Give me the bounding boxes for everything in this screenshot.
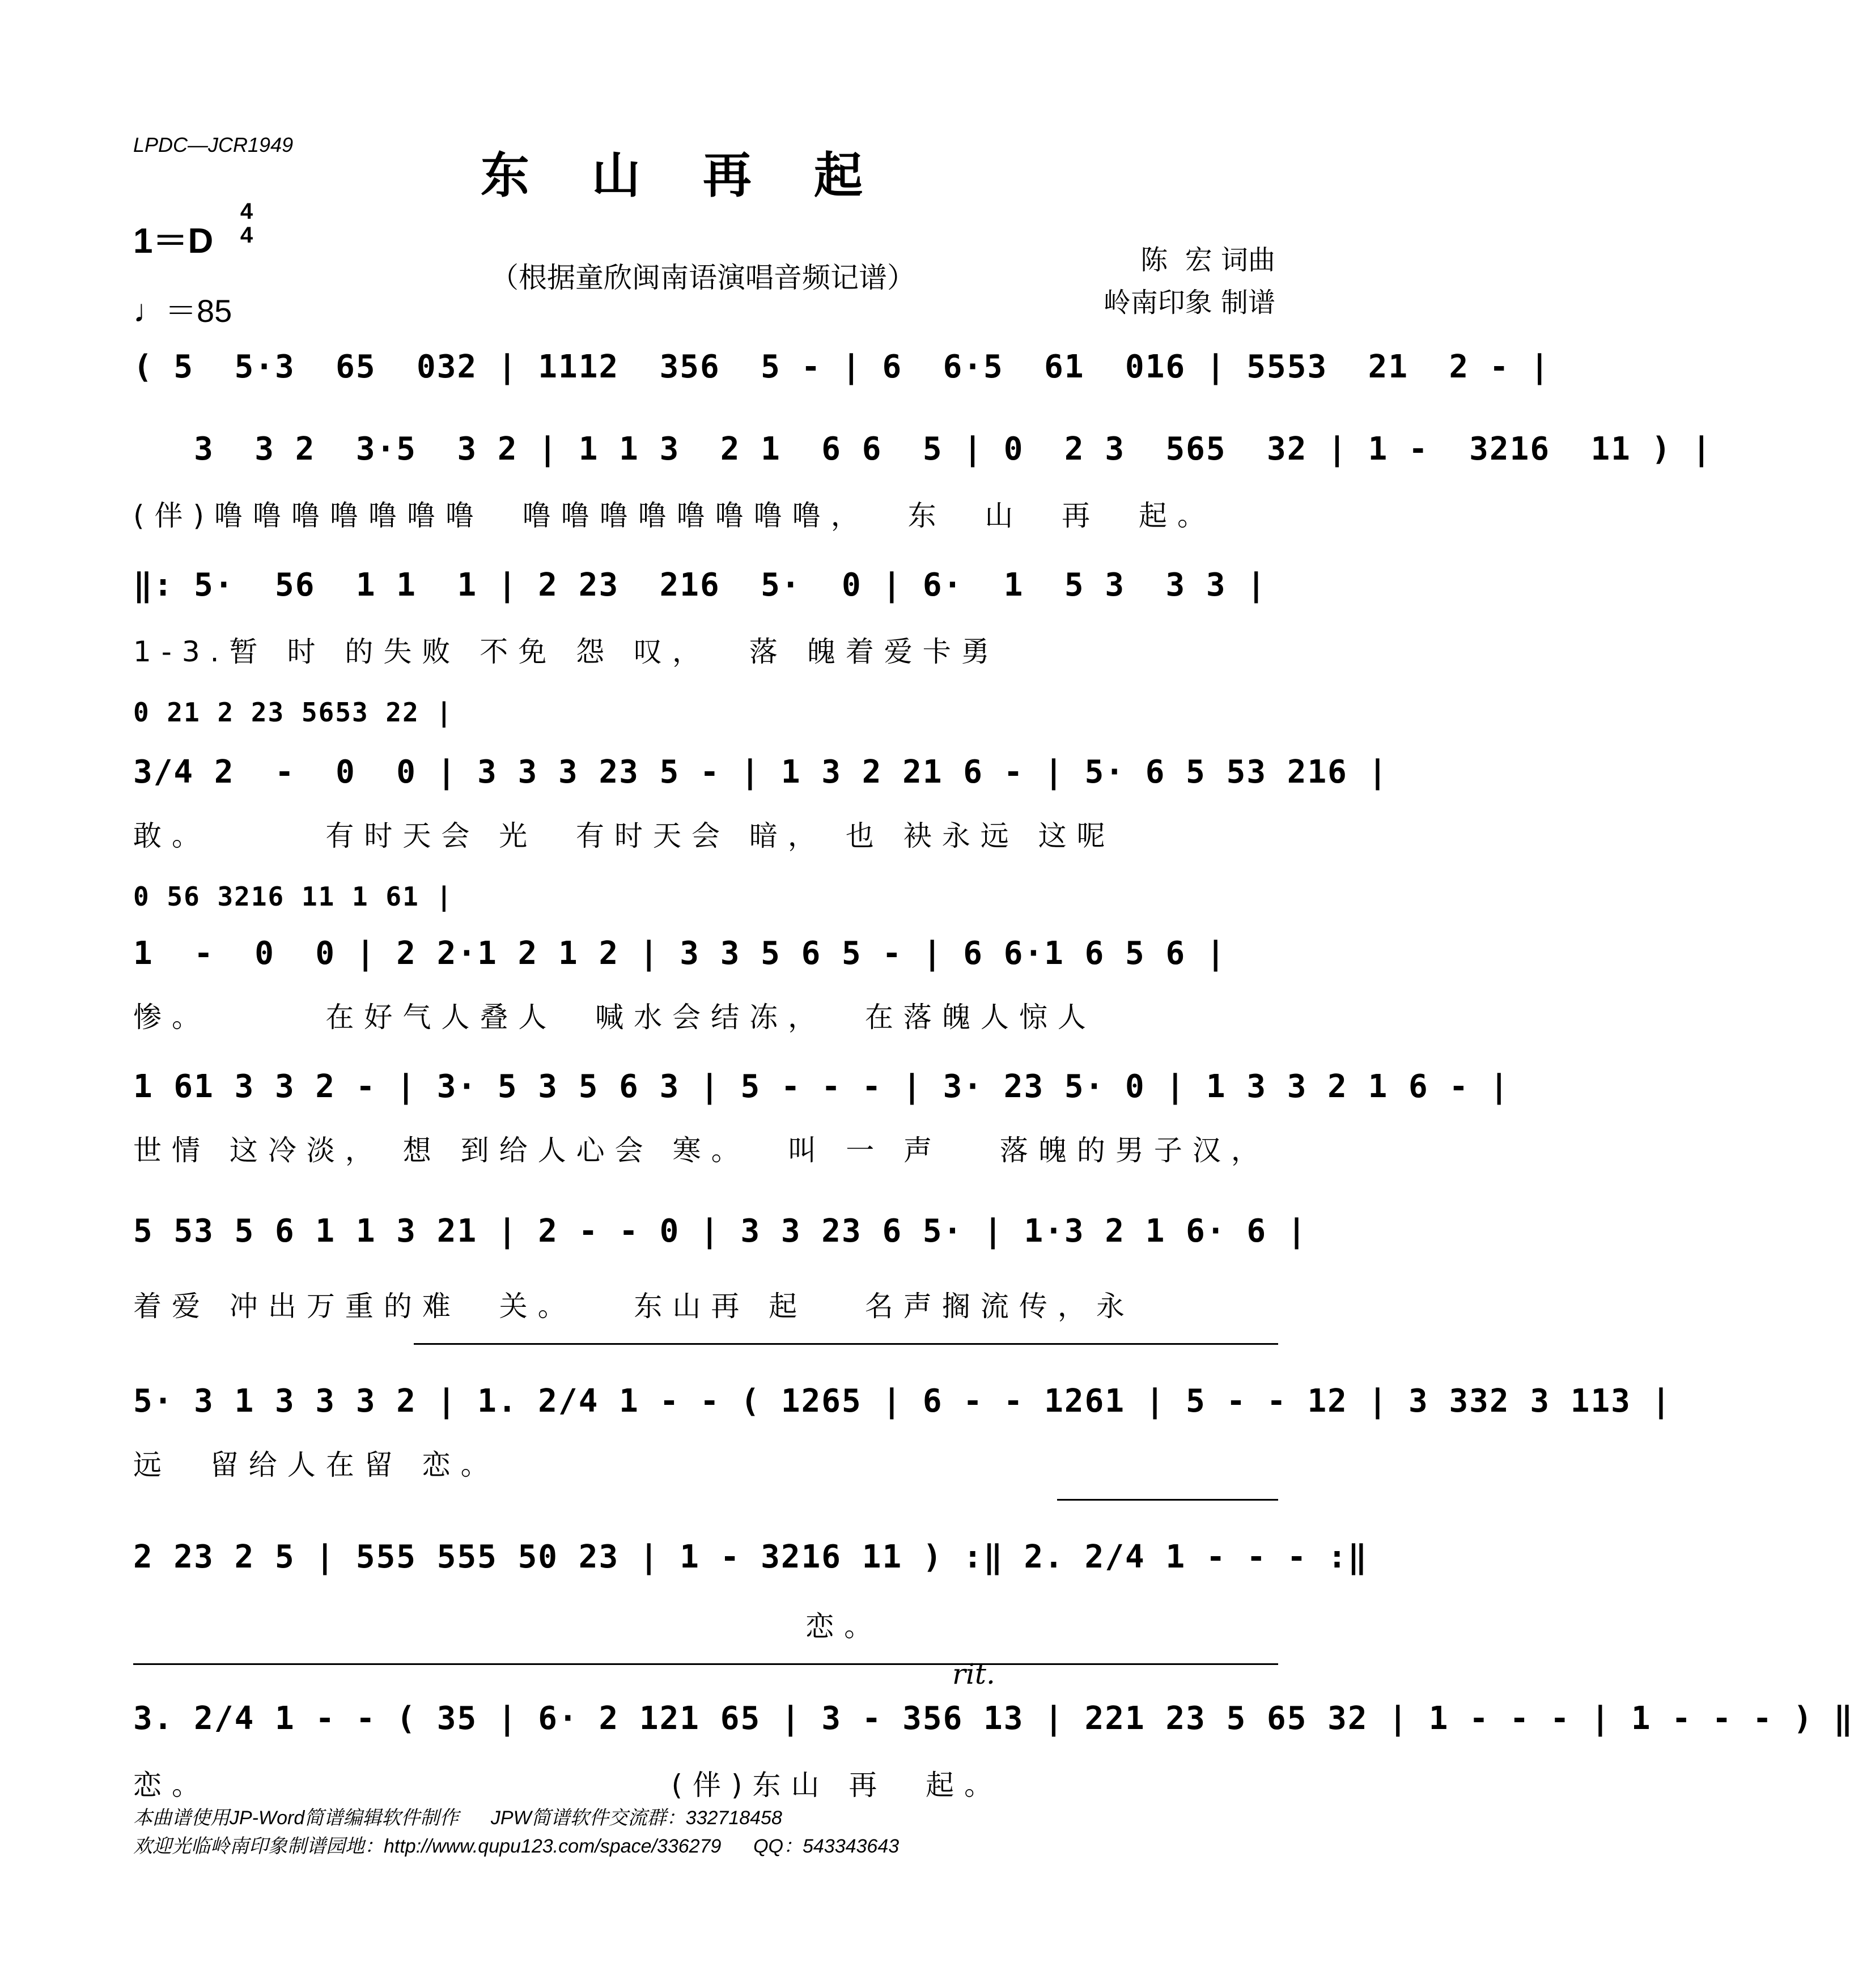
score-system-9: 2 23 2 5 | 555 555 50 23 | 1 - 3216 11 ) :‖ 2. 2/4 1 - - - :‖	[133, 1539, 1368, 1575]
score-system-4-upper: 0 21 2 23 5653 22 |	[133, 697, 453, 728]
score-system-2: 3 3 2 3·5 3 2 | 1 1 3 2 1 6 6 5 | 0 2 3 565 32 | 1 - 3216 11 ) |	[133, 431, 1712, 468]
lyric-line-2: (伴)噜噜噜噜噜噜噜 噜噜噜噜噜噜噜噜， 东 山 再 起。	[133, 499, 1216, 532]
score-system-8: 5· 3 1 3 3 3 2 | 1. 2/4 1 - - ( 1265 | 6 - - 1261 | 5 - - 12 | 3 332 3 113 |	[133, 1383, 1672, 1420]
composer-credit: 陈 宏 词曲	[1140, 244, 1275, 276]
time-signature-denominator: 4	[240, 223, 253, 248]
arranger-credit: 岭南印象 制谱	[1103, 287, 1275, 318]
ritardando-mark: rit.	[952, 1658, 995, 1690]
lyric-line-6: 世情 这冷淡， 想 到给人心会 寒。 叫 一 声 落魄的男子汉，	[133, 1134, 1270, 1167]
footer-software-note: 本曲谱使用JP-Word简谱编辑软件制作 JPW简谱软件交流群：332718458	[133, 1807, 782, 1829]
lyric-line-9: 恋。	[133, 1610, 883, 1643]
volta-bracket-1	[414, 1343, 1278, 1345]
page-title: 东山再起	[481, 147, 925, 204]
score-system-5-upper: 0 56 3216 11 1 61 |	[133, 881, 453, 912]
lyric-line-10: 恋。 (伴)东山 再 起。	[133, 1769, 1003, 1802]
lyric-line-5: 惨。 在好气人叠人 喊水会结冻， 在落魄人惊人	[133, 1001, 1096, 1034]
footer-website-note: 欢迎光临岭南印象制谱园地：http://www.qupu123.com/space/336279 QQ：543343643	[133, 1836, 900, 1857]
score-system-1: ( 5 5·3 65 032 | 1112 356 5 - | 6 6·5 61 016 | 5553 21 2 - |	[133, 349, 1551, 385]
score-system-3: ‖: 5· 56 1 1 1 | 2 23 216 5· 0 | 6· 1 5 3 3 3 |	[133, 567, 1267, 604]
lyric-line-7: 着爱 冲出万重的难 关。 东山再 起 名声搁流传，永	[133, 1290, 1135, 1323]
lyric-line-8: 远 留给人在留 恋。	[133, 1448, 499, 1481]
tempo-marking: ♩＝85	[133, 293, 232, 329]
volta-bracket-3	[133, 1663, 1278, 1665]
score-system-5: 1 - 0 0 | 2 2·1 2 1 2 | 3 3 5 6 5 - | 6 6·1 6 5 6 |	[133, 935, 1227, 972]
time-signature-numerator: 4	[240, 199, 253, 224]
score-system-10: 3. 2/4 1 - - ( 35 | 6· 2 121 65 | 3 - 356 13 | 221 23 5 65 32 | 1 - - - | 1 - - - ) ‖	[133, 1700, 1854, 1737]
lyric-line-4: 敢。 有时天会 光 有时天会 暗， 也 袂永远 这呢	[133, 819, 1115, 852]
score-system-6: 1 61 3 3 2 - | 3· 5 3 5 6 3 | 5 - - - | 3· 23 5· 0 | 1 3 3 2 1 6 - |	[133, 1068, 1510, 1105]
lyric-line-3: 1-3.暂 时 的失败 不免 怨 叹， 落 魄着爱卡勇	[133, 635, 1000, 668]
score-system-4: 3/4 2 - 0 0 | 3 3 3 23 5 - | 1 3 2 21 6 - | 5· 6 5 53 216 |	[133, 754, 1389, 791]
score-code: LPDC—JCR1949	[133, 133, 294, 156]
score-system-7: 5 53 5 6 1 1 3 21 | 2 - - 0 | 3 3 23 6 5· | 1·3 2 1 6· 6 |	[133, 1213, 1308, 1250]
time-signature	[232, 199, 261, 247]
subtitle: （根据童欣闽南语演唱音频记谱）	[490, 261, 915, 294]
key-signature: 1＝D	[133, 222, 214, 261]
volta-bracket-2	[1057, 1499, 1278, 1501]
